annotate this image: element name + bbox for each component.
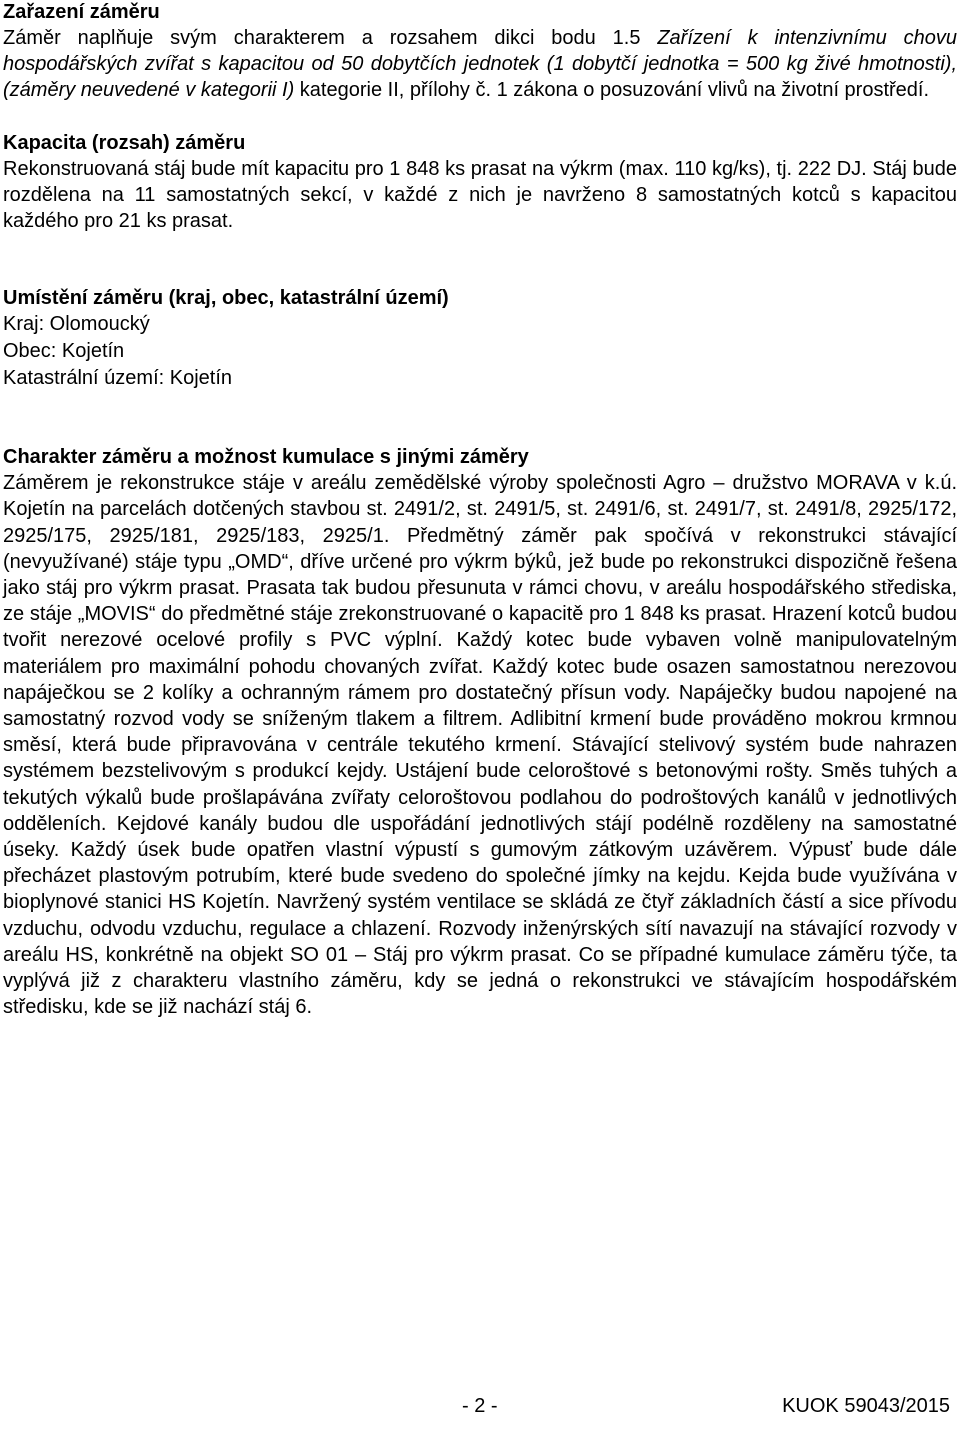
page-footer <box>0 1392 960 1420</box>
umisteni-kraj: Kraj: Olomoucký <box>3 313 150 336</box>
heading-umisteni: Umístění záměru (kraj, obec, katastrální území) <box>3 287 449 310</box>
paragraph-charakter: Záměrem je rekonstrukce stáje v areálu zemědělské výroby společnosti Agro – družstvo MORAVA v k.ú. Kojetín na parcelách dotčených stavbou st. 2491/2, st. 2491/5, st. 2491/6, st. 2491/7, st. 2491/8, 2925/172, 2925/175, 2925/181, 2925/183, 2925/1. Předmětný záměr pak spočívá v rekonstrukci stávající (nevyužívané) stáje typu „OMD“, dříve určené pro výkrm býků, jež bude po rekonstrukci dispozičně řešena jako stáj pro výkrm prasat. Prasata tak budou přesunuta v rámci chovu, v areálu hospodářského střediska, ze stáje „MOVIS“ do předmětné stáje zrekonstruované o kapacitě pro 1 848 ks prasat. Hrazení kotců budou tvořit nerezové ocelové profily s PVC výplní. Každý kotec bude vybaven volně manipulovatelným materiálem pro maximální pohodu chovaných zvířat. Každý kotec bude osazen samostatnou nerezovou napáječkou se 2 kolíky a ochranným rámem pro dostatečný přísun vody. Napáječky budou napojené na samostatný rozvod vody se sníženým tlakem a filtrem. Adlibitní krmení bude prováděno mokrou krmnou směsí, která bude připravována v centrále tekutého krmení. Stávající stelivový systém bude nahrazen systémem bezstelivovým s produkcí kejdy. Ustájení bude celoroštové s betonovými rošty. Směs tuhých a tekutých výkalů bude prošlapávána zvířaty celoroštovou podlahou do podroštových kanálů v jednotlivých odděleních. Kejdové kanály budou dle uspořádání jednotlivých stájí podélně rozděleny na samostatné úseky. Každý úsek bude opatřen vlastní výpustí s gumovým zátkovým uzávěrem. Výpusť bude dále přecházet plastovým potrubím, které bude svedeno do společné jímky na kejdu. Kejda bude využívána v bioplynové stanici HS Kojetín. Navržený systém ventilace se skládá ze čtyř základních částí a sice přívodu vzduchu, odvodu vzduchu, regulace a chlazení. Rozvody inženýrských sítí navazují na stávající rozvody v areálu HS, konkrétně na objekt SO 01 – Stáj pro výkrm prasat. Co se případné kumulace záměru týče, ta vyplývá již z charakteru vlastního záměru, kdy se jedná o rekonstrukci ve stávajícím hospodářském středisku, kde se již nachází stáj 6. <box>3 472 957 1019</box>
heading-charakter: Charakter záměru a možnost kumulace s jinými záměry <box>3 446 529 469</box>
document-reference: KUOK 59043/2015 <box>782 1395 950 1417</box>
zarazeni-text-after: kategorie II, přílohy č. 1 zákona o posuzování vlivů na životní prostředí. <box>294 79 930 102</box>
zarazeni-text-italic: Zařízení k intenzivnímu chovu hospodářských zvířat s kapacitou od 50 dobytčích jednotek (1 dobytčí jednotka = 500 kg živé hmotnosti), (záměry neuvedené v kategorii I) <box>3 27 957 102</box>
heading-kapacita: Kapacita (rozsah) záměru <box>3 131 246 154</box>
section-kapacita <box>3 131 957 235</box>
page-number: - 2 - <box>462 1395 498 1417</box>
document-page <box>3 0 957 1020</box>
umisteni-obec: Obec: Kojetín <box>3 340 125 363</box>
umisteni-katastr: Katastrální území: Kojetín <box>3 367 233 390</box>
paragraph-zarazeni <box>3 25 957 104</box>
paragraph-kapacita: Rekonstruovaná stáj bude mít kapacitu pro 1 848 ks prasat na výkrm (max. 110 kg/ks), tj. 222 DJ. Stáj bude rozdělena na 11 samostatných sekcí, v každé z nich je navrženo 8 samostatných kotců s kapacitou každého pro 21 ks prasat. <box>3 157 957 233</box>
zarazeni-text-before: Záměr naplňuje svým charakterem a rozsahem dikci bodu 1.5 <box>3 27 658 49</box>
section-umisteni <box>3 286 957 392</box>
section-zarazeni <box>3 0 957 104</box>
heading-zarazeni: Zařazení záměru <box>3 1 160 23</box>
section-charakter <box>3 445 957 1020</box>
